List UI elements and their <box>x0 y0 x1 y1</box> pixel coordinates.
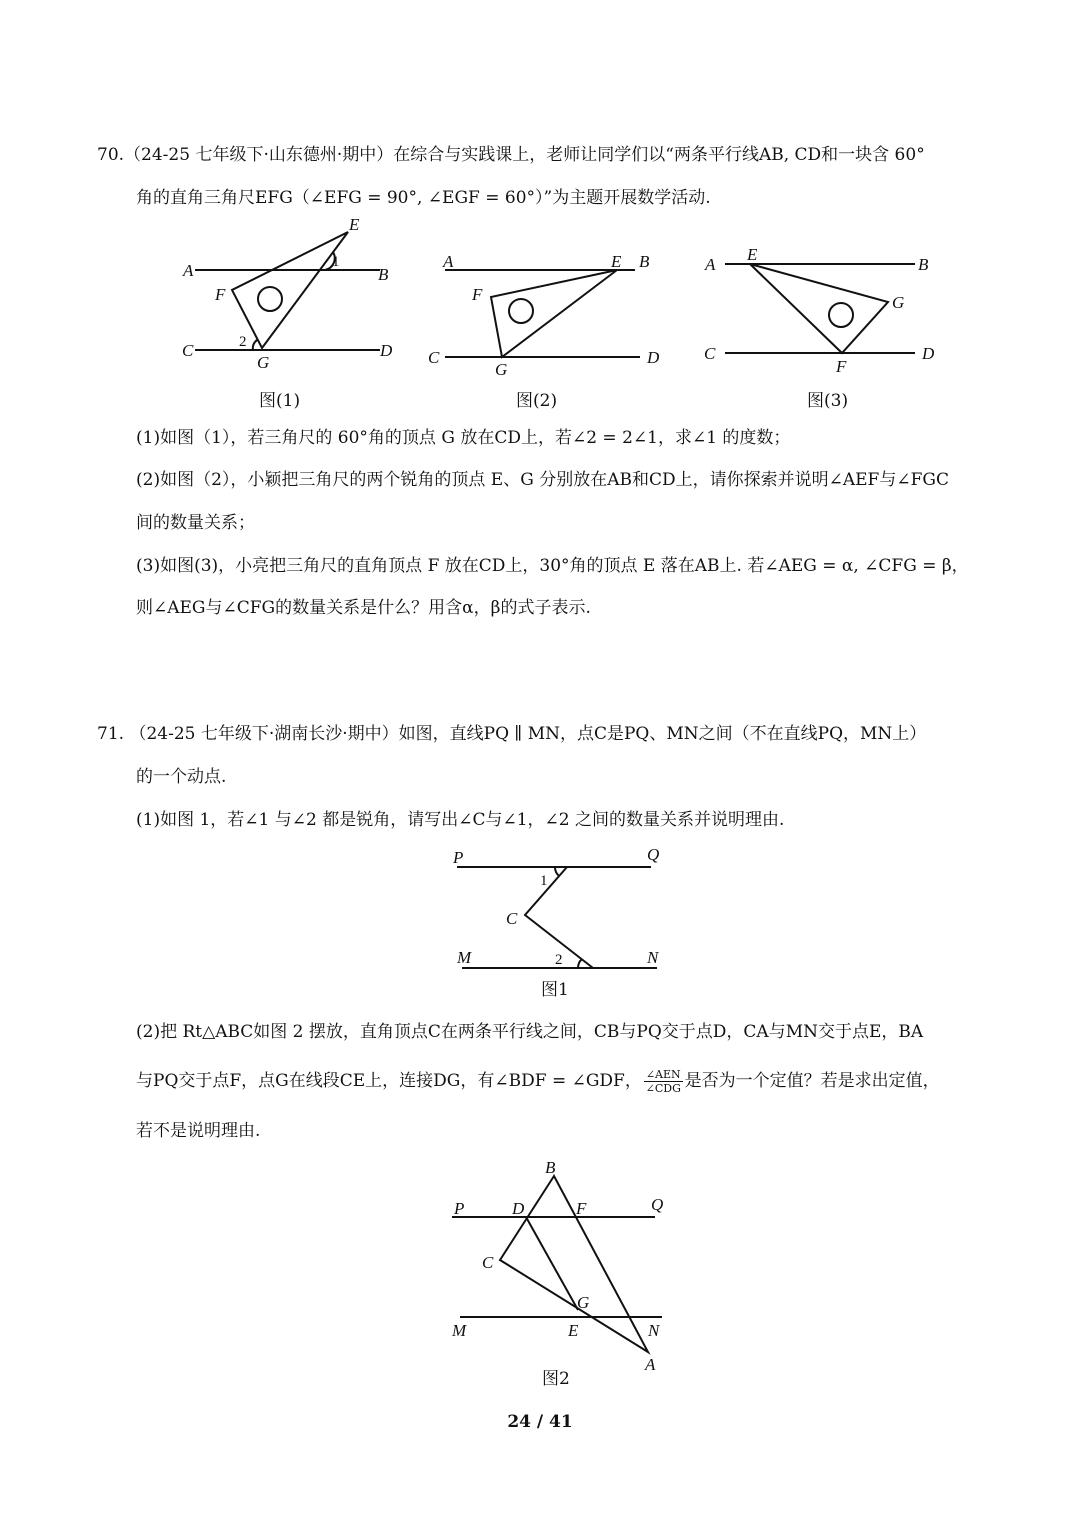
q71-line2: 的一个动点. <box>136 767 227 787</box>
label-e: E <box>747 245 758 264</box>
label-p: P <box>454 1199 465 1218</box>
label-f: F <box>215 285 226 304</box>
label-c: C <box>482 1253 494 1272</box>
triangle-efg <box>232 232 348 348</box>
label-angle-1: 1 <box>332 254 340 270</box>
q70-figure-2 <box>425 245 665 380</box>
angle-2-arc <box>578 959 582 968</box>
triangle-hole <box>509 299 533 323</box>
segment-dg <box>526 1217 578 1310</box>
label-a: A <box>443 252 454 271</box>
angle-2-arc <box>253 340 257 350</box>
label-c: C <box>704 344 716 363</box>
q71-fig2-caption: 图2 <box>542 1369 570 1389</box>
angle-ratio-fraction <box>644 1068 683 1095</box>
label-g: G <box>495 360 508 379</box>
q71-part2c: 若不是说明理由. <box>136 1121 261 1141</box>
label-g: G <box>257 353 270 372</box>
label-q: Q <box>647 845 660 864</box>
q70-fig2-caption: 图(2) <box>516 391 558 411</box>
q70-figure-1 <box>175 212 405 372</box>
label-angle-2: 2 <box>555 952 563 968</box>
q71-line1: 71. （24-25 七年级下·湖南长沙·期中）如图，直线PQ ∥ MN，点C是PQ、MN之间（不在直线PQ，MN上） <box>97 724 927 744</box>
q71-part2b <box>136 1066 940 1095</box>
q71-part2a: (2)把 Rt△ABC如图 2 摆放，直角顶点C在两条平行线之间，CB与PQ交于点D，CA与MN交于点E，BA <box>136 1022 924 1042</box>
q70-part2b: 间的数量关系； <box>136 513 255 533</box>
label-d: D <box>922 344 935 363</box>
q70-figure-3 <box>700 240 950 380</box>
label-a: A <box>645 1355 656 1374</box>
q71-fig1-caption: 图1 <box>541 980 569 1000</box>
label-d: D <box>380 341 393 360</box>
label-e: E <box>349 215 360 234</box>
label-c: C <box>182 341 194 360</box>
label-c: C <box>428 348 440 367</box>
label-e: E <box>568 1321 579 1340</box>
label-b: B <box>545 1158 556 1177</box>
fraction-numerator: ∠AEN <box>645 1068 681 1081</box>
label-n: N <box>648 1321 660 1340</box>
label-b: B <box>639 252 650 271</box>
label-g: G <box>892 293 905 312</box>
label-a: A <box>183 261 194 280</box>
q71-part1: (1)如图 1，若∠1 与∠2 都是锐角，请写出∠C与∠1，∠2 之间的数量关系并说明理由. <box>136 810 785 830</box>
triangle-hole <box>258 287 282 311</box>
label-b: B <box>918 255 929 274</box>
label-d: D <box>647 348 660 367</box>
page-number: 24 / 41 <box>507 1412 573 1432</box>
label-n: N <box>647 948 659 967</box>
q70-line2: 角的直角三角尺EFG（∠EFG = 90°, ∠EGF = 60°）”为主题开展数学活动. <box>136 188 711 208</box>
q70-part2a: (2)如图（2），小颖把三角尺的两个锐角的顶点 E、G 分别放在AB和CD上，请你探索并说明∠AEF与∠FGC <box>136 470 949 490</box>
label-c: C <box>506 909 518 928</box>
q70-part1: (1)如图（1），若三角尺的 60°角的顶点 G 放在CD上，若∠2 = 2∠1，求∠1 的度数； <box>136 428 791 448</box>
q71-part2b-post: 是否为一个定值？若是求出定值， <box>684 1071 940 1091</box>
label-f: F <box>472 285 483 304</box>
q70-line1: 70.（24-25 七年级下·山东德州·期中）在综合与实践课上，老师让同学们以“两条平行线AB, CD和一块含 60° <box>97 145 925 165</box>
fraction-denominator: ∠CDG <box>645 1082 681 1095</box>
q70-part3a: (3)如图(3)，小亮把三角尺的直角顶点 F 放在CD上，30°角的顶点 E 落在AB上. 若∠AEG = α, ∠CFG = β， <box>136 556 969 576</box>
label-q: Q <box>651 1195 664 1214</box>
triangle-efg <box>750 264 888 353</box>
triangle-hole <box>829 303 853 327</box>
q70-fig1-caption: 图(1) <box>259 391 301 411</box>
q71-part2b-pre: 与PQ交于点F，点G在线段CE上，连接DG，有∠BDF = ∠GDF， <box>136 1071 642 1091</box>
label-angle-1: 1 <box>540 873 548 889</box>
label-m: M <box>457 948 472 967</box>
q70-fig3-caption: 图(3) <box>807 391 849 411</box>
label-angle-2: 2 <box>239 334 247 350</box>
q71-figure-2 <box>440 1150 680 1380</box>
label-g: G <box>577 1293 590 1312</box>
label-a: A <box>705 255 716 274</box>
label-f: F <box>836 357 847 376</box>
q71-figure-1 <box>445 840 675 980</box>
label-f: F <box>576 1199 587 1218</box>
label-p: P <box>453 848 464 867</box>
label-m: M <box>452 1321 467 1340</box>
q70-part3b: 则∠AEG与∠CFG的数量关系是什么？用含α，β的式子表示. <box>136 598 591 618</box>
label-d: D <box>512 1199 525 1218</box>
angle-1-arc <box>555 867 559 876</box>
label-b: B <box>378 265 389 284</box>
label-e: E <box>611 252 622 271</box>
